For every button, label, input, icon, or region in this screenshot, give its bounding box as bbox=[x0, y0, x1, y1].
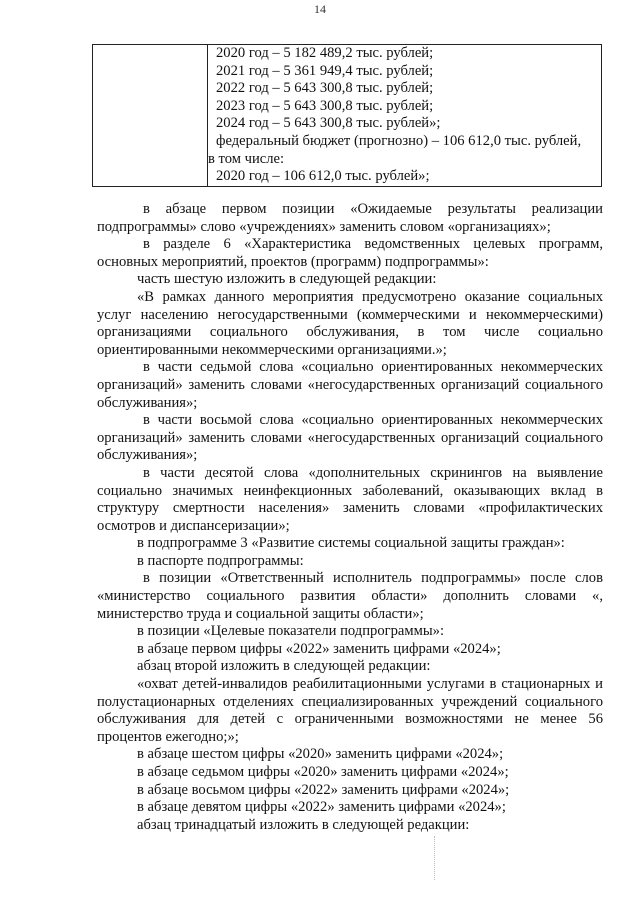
table-cell-empty bbox=[93, 45, 208, 187]
paragraph: в абзаце восьмом цифры «2022» заменить цифрами «2024»; bbox=[137, 781, 510, 798]
financing-table bbox=[92, 44, 602, 187]
paragraph: в позиции «Ответственный исполнитель подпрограммы» после слов «министерство социального развития области» дополнить словами «, министерство труда и социальной защиты области»; bbox=[97, 570, 603, 622]
table-row bbox=[93, 45, 602, 187]
table-line: федеральный бюджет (прогнозно) – 106 612,0 тыс. рублей, bbox=[216, 132, 582, 149]
paragraph: в абзаце девятом цифры «2022» заменить цифрами «2024»; bbox=[137, 799, 506, 816]
paragraph: «В рамках данного мероприятия предусмотрено оказание социальных услуг населению негосударственными (коммерческими и некоммерческими) организациями социального обслуживания, в том числе социально ориентированными некоммерческими организациями.»; bbox=[97, 288, 603, 358]
paragraph: в части восьмой слова «социально ориентированных некоммерческих организаций» заменить словами «негосударственных организаций социального обслуживания»; bbox=[97, 412, 603, 464]
paragraph: в позиции «Целевые показатели подпрограммы»: bbox=[137, 623, 445, 640]
table-line: 2023 год – 5 643 300,8 тыс. рублей; bbox=[216, 97, 434, 114]
paragraph: в подпрограмме 3 «Развитие системы социальной защиты граждан»: bbox=[137, 535, 565, 552]
page-number: 14 bbox=[314, 2, 326, 16]
table-line: 2020 год – 106 612,0 тыс. рублей»; bbox=[216, 168, 430, 185]
table-line: 2022 год – 5 643 300,8 тыс. рублей; bbox=[216, 80, 434, 97]
table-line: 2021 год – 5 361 949,4 тыс. рублей; bbox=[216, 62, 434, 79]
paragraph: часть шестую изложить в следующей редакции: bbox=[137, 271, 437, 288]
table-line: 2024 год – 5 643 300,8 тыс. рублей»; bbox=[216, 115, 441, 132]
paragraph: в абзаце шестом цифры «2020» заменить цифрами «2024»; bbox=[137, 746, 504, 763]
paragraph: абзац второй изложить в следующей редакции: bbox=[137, 658, 431, 675]
table-line: 2020 год – 5 182 489,2 тыс. рублей; bbox=[216, 45, 434, 61]
paragraph: в паспорте подпрограммы: bbox=[137, 552, 304, 569]
paragraph: в части десятой слова «дополнительных скринингов на выявление социально значимых неинфекционных заболеваний, оказывающих вклад в структуру смертности населения» заменить словами «профилактических осмотров и диспансеризации»; bbox=[97, 464, 603, 534]
paragraph: в части седьмой слова «социально ориентированных некоммерческих организаций» заменить словами «негосударственных организаций социального обслуживания»; bbox=[97, 359, 603, 411]
paragraph: в абзаце первом цифры «2022» заменить цифрами «2024»; bbox=[137, 640, 501, 657]
paragraph: в абзаце седьмом цифры «2020» заменить цифрами «2024»; bbox=[137, 764, 509, 780]
document-body bbox=[97, 201, 603, 834]
scan-artifact bbox=[434, 836, 438, 880]
paragraph: в разделе 6 «Характеристика ведомственных целевых программ, основных мероприятий, проектов (программ) подпрограммы»: bbox=[97, 236, 603, 270]
table-line: в том числе: bbox=[208, 150, 285, 167]
paragraph: абзац тринадцатый изложить в следующей редакции: bbox=[137, 816, 470, 833]
paragraph: «охват детей-инвалидов реабилитационными услугами в стационарных и полустационарных отделениях специализированных учреждений социального обслуживания для детей с ограниченными возможностями не менее 56 процентов ежегодно;»; bbox=[97, 676, 603, 745]
table-cell-financing bbox=[208, 45, 602, 187]
paragraph: в абзаце первом позиции «Ожидаемые результаты реализации подпрограммы» слово «учреждениях» заменить словом «организациях»; bbox=[97, 201, 603, 235]
